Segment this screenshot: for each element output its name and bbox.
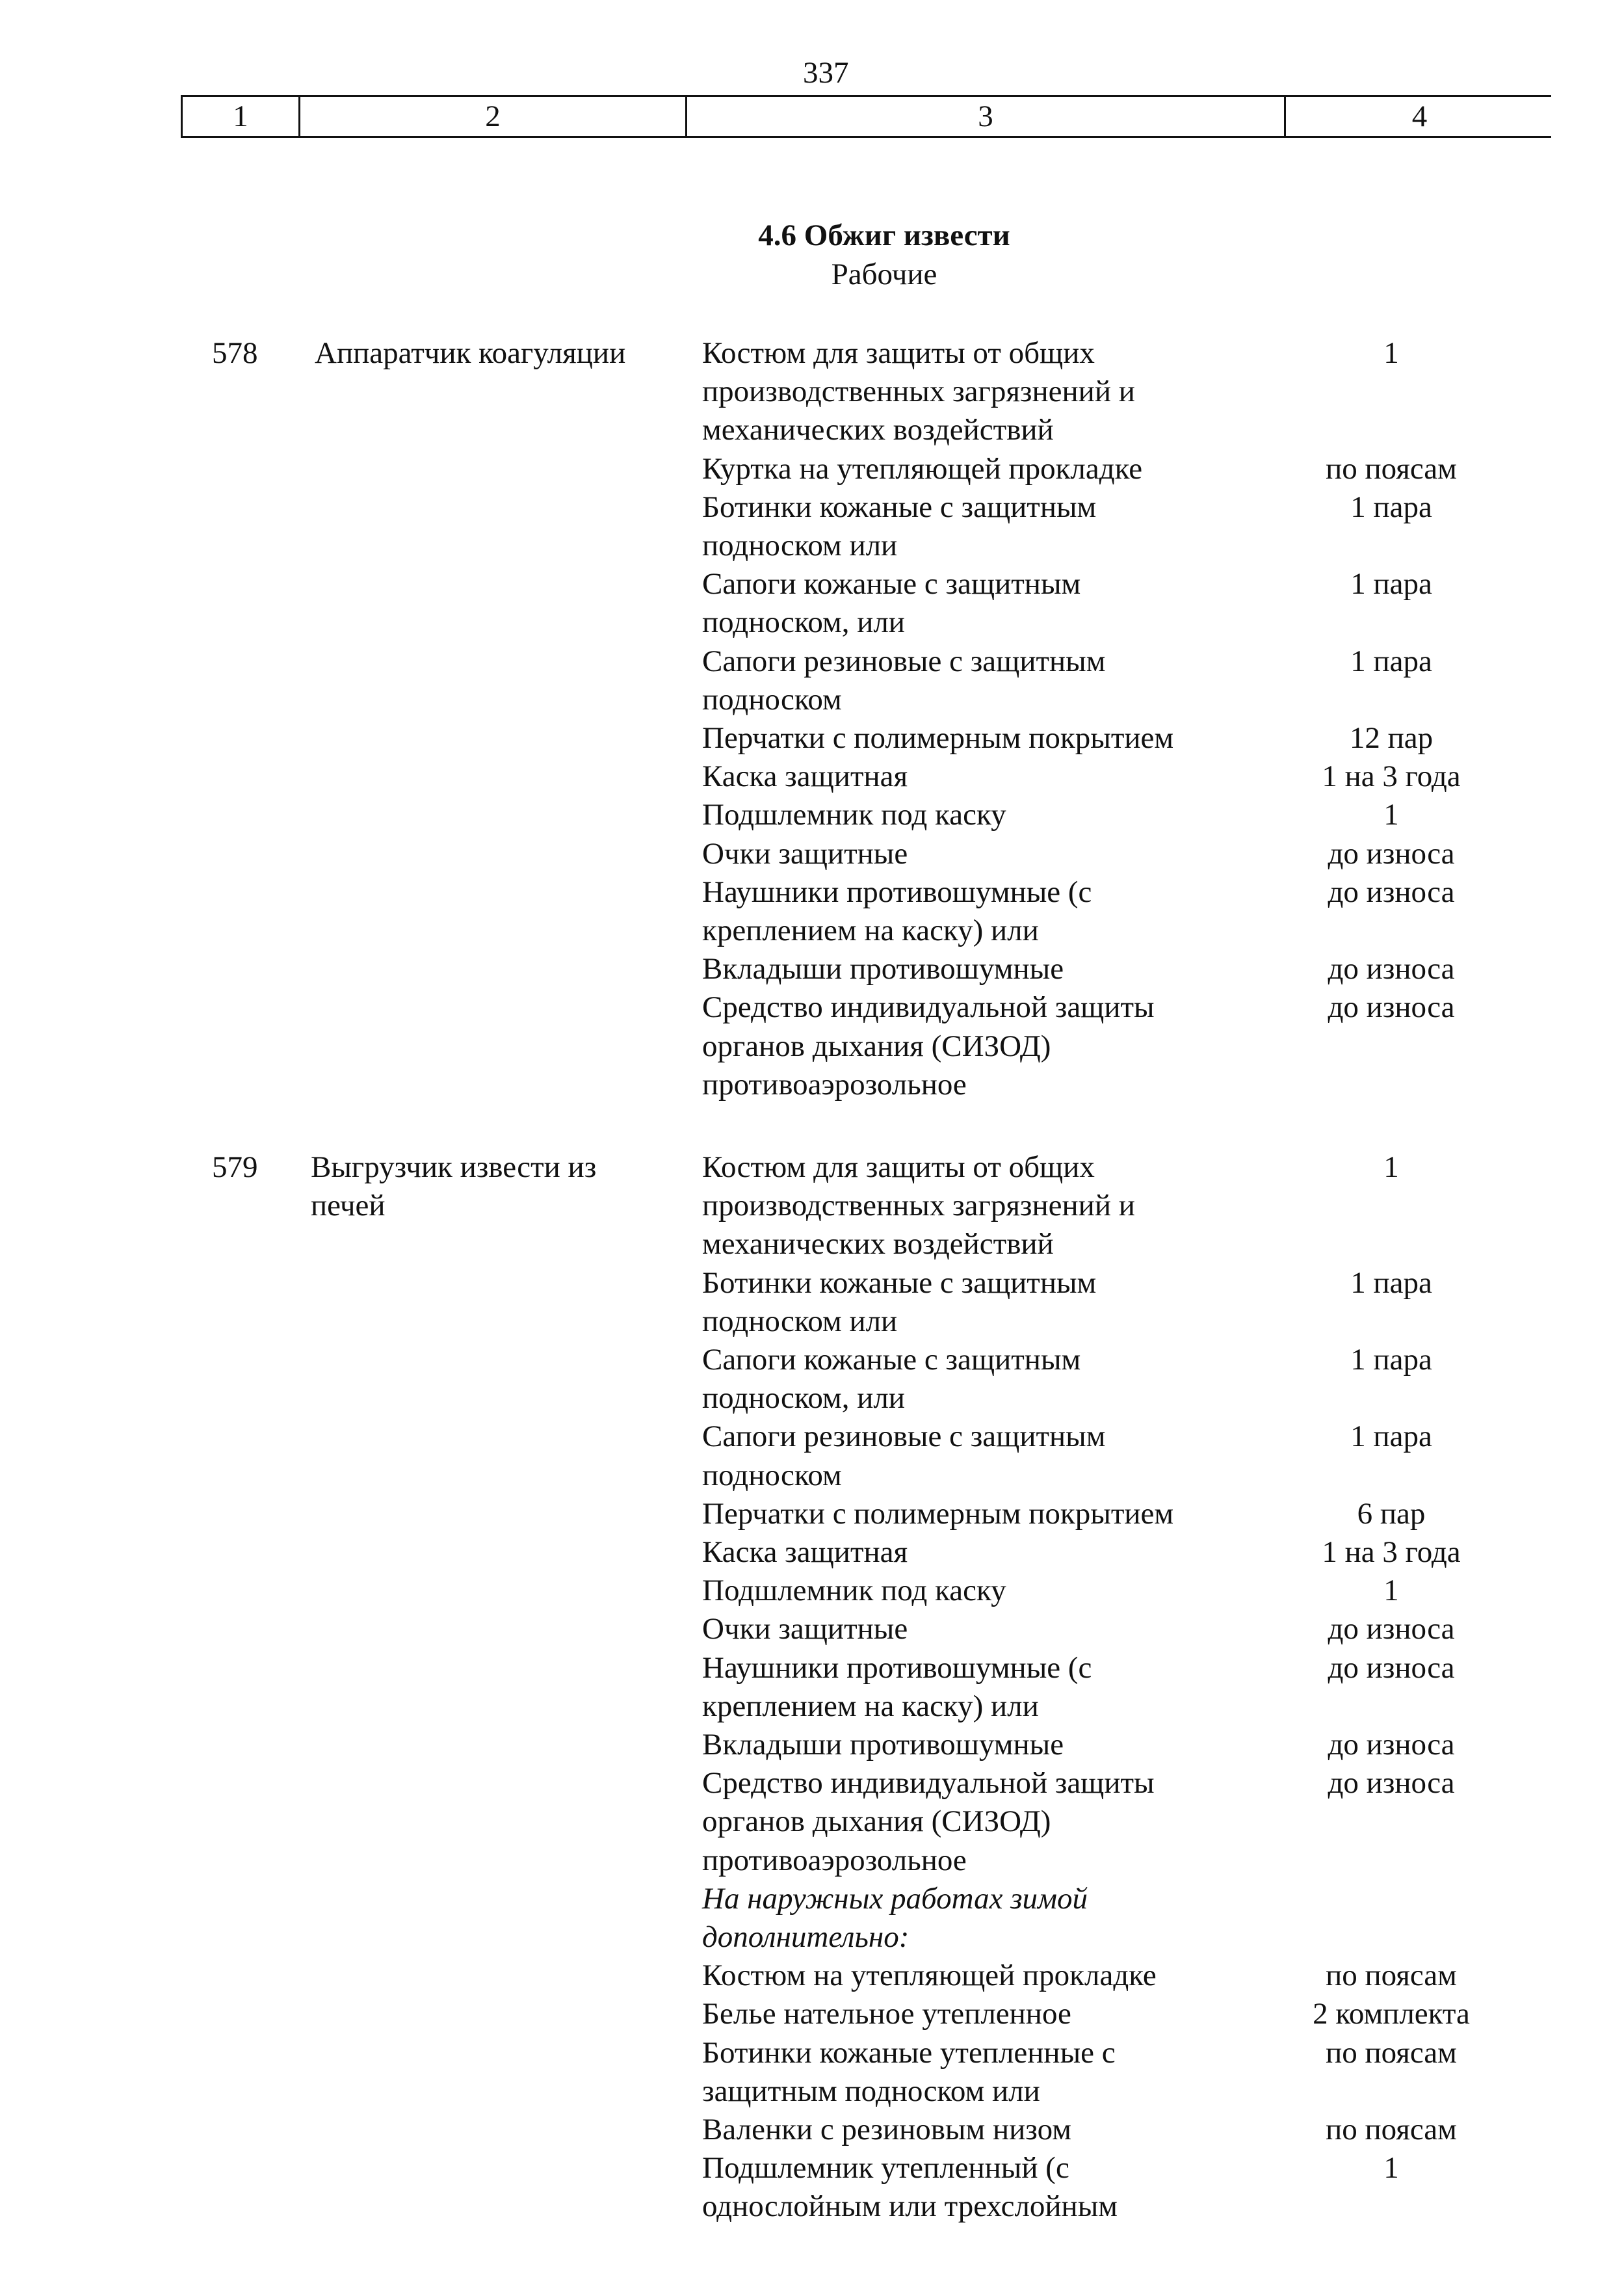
ppe-item-name: Каска защитная [702, 1535, 908, 1570]
ppe-item-name: Ботинки кожаные с защитным подноском или [702, 1265, 1097, 1338]
ppe-item-quantity: 1 [1383, 798, 1399, 832]
ppe-item-row [702, 1341, 1547, 1418]
ppe-item-quantity: 12 пар [1349, 721, 1434, 756]
ppe-item-row [702, 488, 1547, 565]
ppe-item-name: Подшлемник под каску [702, 798, 1006, 832]
section-subtitle: Рабочие [831, 257, 937, 291]
ppe-item-row [702, 873, 1547, 950]
profession-name: Выгрузчик извести из печей [311, 1150, 597, 1222]
ppe-item-row [702, 758, 1547, 796]
entry-number: 578 [212, 336, 258, 370]
ppe-item-quantity: 1 [1383, 336, 1399, 370]
ppe-item-quantity: 1 пара [1350, 490, 1432, 524]
ppe-item-quantity: по поясам [1326, 2035, 1457, 2070]
ppe-item-quantity: 1 пара [1350, 1419, 1432, 1454]
ppe-item-name: Средство индивидуальной защиты органов дыхания (СИЗОД) противоаэрозольное [702, 1766, 1155, 1877]
ppe-item-quantity: до износа [1328, 1728, 1455, 1762]
ppe-item-name: Каска защитная [702, 759, 908, 794]
ppe-item-name: Куртка на утепляющей прокладке [702, 451, 1143, 486]
ppe-item-row [702, 1880, 1547, 1957]
ppe-item-name: Ботинки кожаные утепленные с защитным подноском или [702, 2035, 1116, 2108]
ppe-item-name: Подшлемник под каску [702, 1574, 1006, 1608]
ppe-item-name: Перчатки с полимерным покрытием [702, 721, 1174, 756]
ppe-item-quantity: до износа [1328, 990, 1455, 1025]
ppe-item-row [702, 1957, 1547, 1995]
ppe-item-name: Ботинки кожаные с защитным подноском или [702, 490, 1097, 563]
ppe-item-name: Очки защитные [702, 1612, 908, 1646]
ppe-item-quantity: по поясам [1326, 451, 1457, 486]
ppe-item-quantity: 2 комплекта [1313, 1997, 1470, 2031]
ppe-item-row [702, 1264, 1547, 1341]
ppe-item-quantity: 1 пара [1350, 644, 1432, 678]
ppe-item-quantity: до износа [1328, 875, 1455, 909]
column-header-4: 4 [1411, 99, 1428, 133]
ppe-item-row [702, 334, 1547, 450]
ppe-item-row [702, 1533, 1547, 1572]
ppe-item-quantity: 1 пара [1350, 1265, 1432, 1300]
ppe-item-quantity: 1 [1383, 1150, 1399, 1184]
ppe-item-name: Перчатки с полимерным покрытием [702, 1496, 1174, 1531]
ppe-item-name: Валенки с резиновым низом [702, 2113, 1071, 2147]
ppe-item-row [702, 1995, 1547, 2033]
ppe-item-name: Сапоги кожаные с защитным подноском, или [702, 1343, 1081, 1416]
ppe-item-name: На наружных работах зимой дополнительно: [702, 1881, 1088, 1955]
ppe-item-quantity: 1 пара [1350, 567, 1432, 601]
ppe-item-quantity: по поясам [1326, 2113, 1457, 2147]
ppe-item-row [702, 450, 1547, 488]
ppe-item-name: Сапоги резиновые с защитным подноском [702, 644, 1106, 717]
ppe-item-name: Наушники противошумные (с креплением на каску) или [702, 875, 1092, 948]
ppe-item-row [702, 565, 1547, 642]
ppe-item-quantity: до износа [1328, 1766, 1455, 1801]
ppe-item-row [702, 2111, 1547, 2149]
ppe-item-quantity: до износа [1328, 1650, 1455, 1685]
ppe-item-row [702, 642, 1547, 719]
ppe-item-name: Подшлемник утепленный (с однослойным или трехслойным [702, 2151, 1118, 2224]
ppe-item-name: Очки защитные [702, 836, 908, 871]
ppe-item-list [702, 334, 1547, 1104]
ppe-item-name: Костюм для защиты от общих производственных загрязнений и механических воздействий [702, 1150, 1135, 1261]
ppe-item-name: Костюм для защиты от общих производственных загрязнений и механических воздействий [702, 336, 1135, 447]
ppe-item-name: Наушники противошумные (с креплением на каску) или [702, 1650, 1092, 1723]
ppe-item-quantity [1261, 1880, 1521, 1957]
ppe-item-quantity: 1 на 3 года [1322, 1535, 1461, 1570]
ppe-item-name: Средство индивидуальной защиты органов дыхания (СИЗОД) противоаэрозольное [702, 990, 1155, 1102]
ppe-item-quantity: до износа [1328, 1612, 1455, 1646]
ppe-item-row [702, 950, 1547, 988]
ppe-item-quantity: 6 пар [1357, 1496, 1426, 1531]
ppe-item-quantity: 1 пара [1350, 1343, 1432, 1377]
page-number: 337 [803, 56, 849, 90]
ppe-item-row [702, 988, 1547, 1104]
column-header-row [181, 95, 1551, 138]
ppe-item-row [702, 1649, 1547, 1726]
ppe-item-row [702, 796, 1547, 834]
column-header-2: 2 [300, 97, 687, 136]
entry-number: 579 [212, 1150, 258, 1184]
ppe-item-row [702, 1418, 1547, 1494]
column-header-1: 1 [183, 97, 300, 136]
ppe-item-name: Белье нательное утепленное [702, 1997, 1071, 2031]
ppe-item-row [702, 1148, 1547, 1264]
ppe-item-row [702, 2149, 1547, 2226]
ppe-item-name: Сапоги кожаные с защитным подноском, или [702, 567, 1081, 640]
ppe-item-quantity: 1 [1383, 1574, 1399, 1608]
ppe-item-name: Вкладыши противошумные [702, 952, 1064, 986]
ppe-item-quantity: 1 на 3 года [1322, 759, 1461, 794]
ppe-item-row [702, 1764, 1547, 1880]
ppe-item-quantity: 1 [1383, 2151, 1399, 2185]
ppe-item-row [702, 835, 1547, 873]
section-title: 4.6 Обжиг извести [758, 218, 1010, 252]
column-header-3: 3 [687, 97, 1286, 136]
ppe-item-quantity: по поясам [1326, 1959, 1457, 1993]
ppe-item-quantity: до износа [1328, 952, 1455, 986]
profession-name: Аппаратчик коагуляции [315, 336, 626, 370]
ppe-item-row [702, 1495, 1547, 1533]
ppe-item-list [702, 1148, 1547, 2226]
ppe-item-name: Вкладыши противошумные [702, 1728, 1064, 1762]
ppe-item-name: Костюм на утепляющей прокладке [702, 1959, 1157, 1993]
ppe-item-row [702, 2034, 1547, 2111]
ppe-item-row [702, 1572, 1547, 1610]
ppe-item-quantity: до износа [1328, 836, 1455, 871]
ppe-item-row [702, 1726, 1547, 1764]
ppe-item-row [702, 719, 1547, 758]
ppe-item-name: Сапоги резиновые с защитным подноском [702, 1419, 1106, 1492]
ppe-item-row [702, 1610, 1547, 1648]
